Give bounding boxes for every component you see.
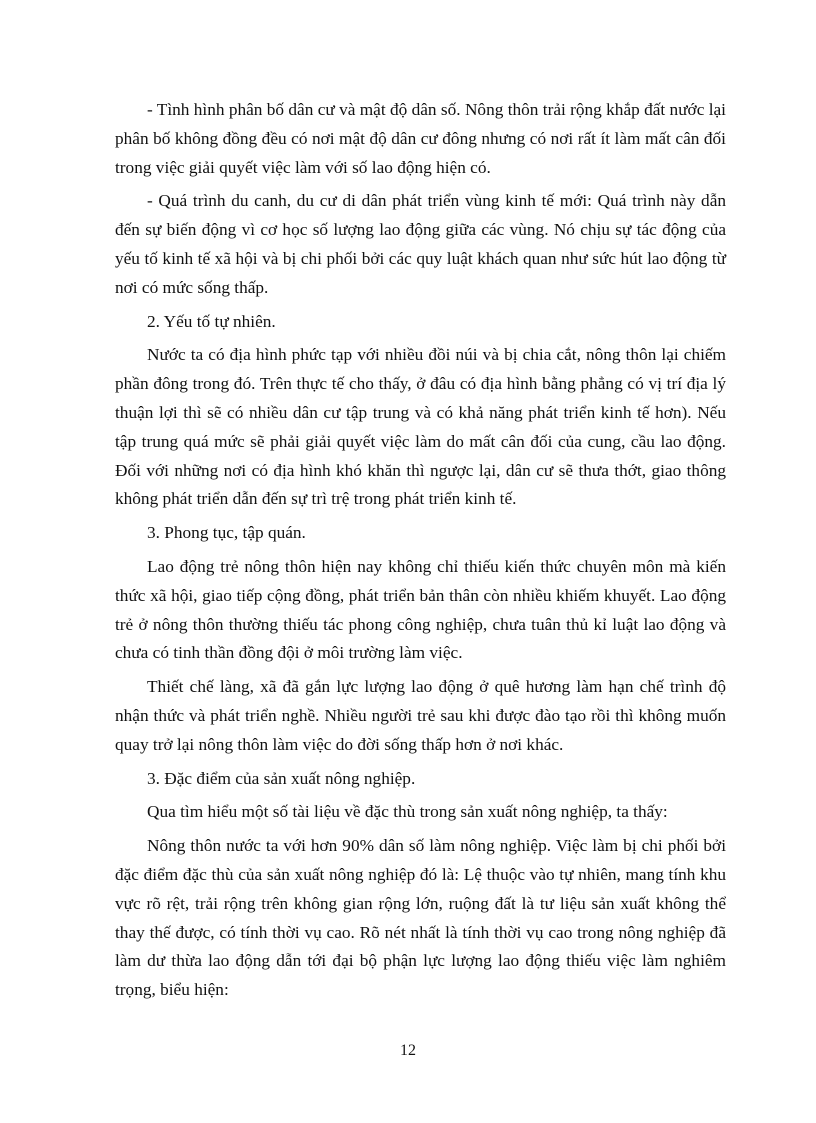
page-number: 12 (400, 1042, 416, 1059)
paragraph-agriculture-dependence: Nông thôn nước ta với hơn 90% dân số làm nông nghiệp. Việc làm bị chi phối bởi đặc điểm đặc thù của sản xuất nông nghiệp đó là: Lệ thuộc vào tự nhiên, mang tính khu vực rõ rệt, trải rộng trên không gian rộng lớn, ruộng đất là tư liệu sản xuất không thể thay thế được, có tính thời vụ cao. Rõ nét nhất là tính thời vụ cao trong nông nghiệp đã làm dư thừa lao động dẫn tới đại bộ phận lực lượng lao động thiếu việc làm nghiêm trọng, biểu hiện: (115, 836, 726, 1000)
heading-customs: 3. Phong tục, tập quán. (147, 523, 306, 543)
paragraph-terrain: Nước ta có địa hình phức tạp với nhiều đồi núi và bị chia cắt, nông thôn lại chiếm phần đông trong đó. Trên thực tế cho thấy, ở đâu có địa hình bằng phẳng có vị trí địa lý thuận lợi thì sẽ có nhiều dân cư tập trung và có khả năng phát triển kinh tế hơn). Nếu tập trung quá mức sẽ phải giải quyết việc làm do mất cân đối của cung, cầu lao động. Đối với những nơi có địa hình khó khăn thì ngược lại, dân cư sẽ thưa thớt, giao thông không phát triển dẫn đến sự trì trệ trong phát triển kinh tế. (115, 345, 726, 509)
heading-agriculture-features: 3. Đặc điểm của sản xuất nông nghiệp. (147, 768, 416, 788)
paragraph-population-distribution: - Tình hình phân bố dân cư và mật độ dân số. Nông thôn trải rộng khắp đất nước lại phân bố không đồng đều có nơi mật độ dân cư đông nhưng có nơi rất ít làm mất cân đối trong việc giải quyết việc làm với số lao động hiện có. (115, 100, 726, 177)
paragraph-research-intro: Qua tìm hiểu một số tài liệu về đặc thù trong sản xuất nông nghiệp, ta thấy: (147, 802, 668, 822)
paragraph-village-institution: Thiết chế làng, xã đã gắn lực lượng lao động ở quê hương làm hạn chế trình độ nhận thức và phát triển nghề. Nhiều người trẻ sau khi được đào tạo rồi thì không muốn quay trở lại nông thôn làm việc do đời sống thấp hơn ở nơi khác. (115, 677, 726, 754)
paragraph-young-labor: Lao động trẻ nông thôn hiện nay không chỉ thiếu kiến thức chuyên môn mà kiến thức xã hội, giao tiếp cộng đồng, phát triển bản thân còn nhiều khiếm khuyết. Lao động trẻ ở nông thôn thường thiếu tác phong công nghiệp, chưa tuân thủ kỉ luật lao động và chưa có tinh thần đồng đội ở môi trường làm việc. (115, 556, 726, 663)
paragraph-migration: - Quá trình du canh, du cư di dân phát triển vùng kinh tế mới: Quá trình này dẫn đến sự biến động vì cơ học số lượng lao động giữa các vùng. Nó chịu sự tác động của yếu tố kinh tế xã hội và bị chi phối bởi các quy luật khách quan như sức hút lao động từ nơi có mức sống thấp. (115, 191, 726, 297)
heading-natural-factors: 2. Yếu tố tự nhiên. (147, 311, 276, 331)
